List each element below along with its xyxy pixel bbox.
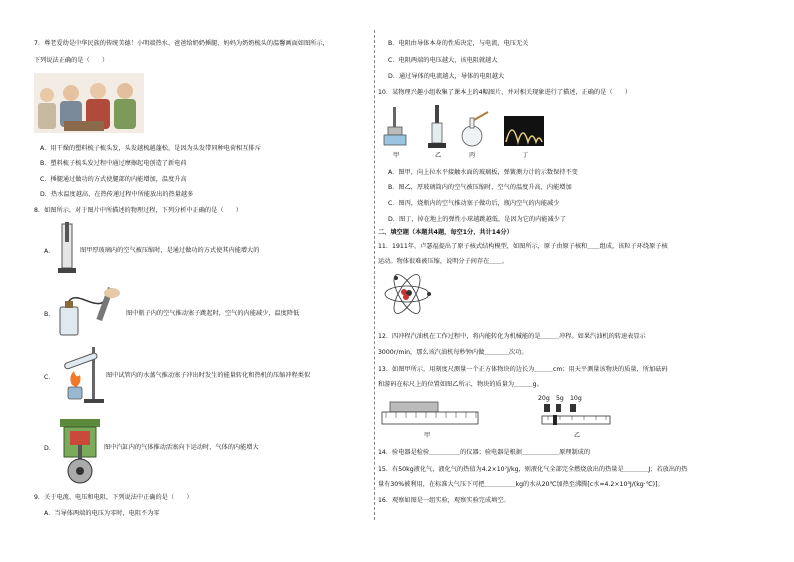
q8-stem: 8．如图所示，对于图片中所描述的物理过程，下列分析中正确的是（ ） bbox=[34, 207, 243, 214]
atom-model-image bbox=[382, 272, 432, 316]
q7-option-d: D．热水温度越高，在热传递过程中所能放出的热量越多 bbox=[40, 191, 194, 198]
q9-stem: 9．关于电流、电压和电阻，下列说法中正确的是（ ） bbox=[34, 494, 193, 501]
q15-line-2: 量有30%被利用，在标准大气压下可把＿＿＿＿＿kg的水从20℃加热至沸腾[c水=4.2×10³J/(kg·℃)]。 bbox=[378, 481, 664, 488]
section-two-heading: 二、填空题（本题共4题，每空1分，共计14分） bbox=[378, 229, 513, 236]
q10-stem: 10．某物理兴趣小组收集了课本上的4幅图片，并对相关现象进行了描述，正确的是（ ） bbox=[378, 89, 632, 96]
q10-caption-yi: 乙 bbox=[435, 152, 442, 159]
q12-line-2: 3000r/min，那么该汽油机每秒钟内做＿＿＿＿次功。 bbox=[378, 349, 528, 356]
q11-line-2: 运动。物体很难被压缩，说明分子间存在＿＿。 bbox=[378, 258, 508, 265]
q8-option-d-text: 图中汽缸内的气体推动活塞向下运动时，气体的内能增大 bbox=[104, 444, 259, 451]
test-tube-burner-image bbox=[58, 343, 106, 405]
q10-option-c: C．图丙，烧瓶内的空气推动塞子做功后，瓶内空气的内能减少 bbox=[388, 200, 560, 207]
q10-caption-bing: 丙 bbox=[469, 152, 476, 159]
q7-option-a: A．用干燥的塑料梳子梳头发，头发越梳越蓬松，是因为头发带同种电荷相互排斥 bbox=[40, 145, 261, 152]
q8-option-b-text: 图中瓶子内的空气推动塞子跳起时，空气的内能减少，温度降低 bbox=[126, 310, 300, 317]
q10-option-a: A．图甲，向上拉水平接触水面的玻璃板，弹簧测力计的示数保持不变 bbox=[388, 169, 578, 176]
q8-label-a: A． bbox=[44, 248, 55, 255]
q8-label-b: B． bbox=[44, 311, 55, 318]
q7-stem-2: 下列说法正确的是（ ） bbox=[34, 57, 109, 64]
engine-cylinder-image bbox=[56, 417, 104, 487]
weight-20g-label: 20g bbox=[538, 395, 550, 402]
q7-option-b: B．塑料梳子梳头发过程中通过摩擦起电创造了新电荷 bbox=[40, 160, 187, 167]
q13-line-1: 13．如图甲所示，用刻度尺测量一个正方体物块的边长为＿＿＿cm；用天平测量该物块的质量，所加砝码 bbox=[378, 366, 668, 373]
q13-caption-yi: 乙 bbox=[574, 432, 581, 439]
q9-option-d: D．通过导体的电流越大，导体的电阻越大 bbox=[388, 73, 505, 80]
weight-5g-label: 5g bbox=[556, 395, 564, 402]
q13-line-2: 和游码在标尺上的位置如图乙所示，物块的质量为＿＿＿g。 bbox=[378, 381, 543, 388]
q10-option-d: D．图丁，掉在地上的弹性小球越跳越低，是因为它的内能减少了 bbox=[388, 216, 567, 223]
family-scene-image bbox=[34, 73, 144, 133]
column-divider bbox=[374, 30, 375, 520]
q7-stem: 7．尊老爱幼是中华民族的传统美德！小明端热水、爸爸给奶奶捶腿、妈妈为奶奶梳头的温馨画面如图所示， bbox=[34, 40, 329, 47]
glass-cylinder-image bbox=[58, 222, 76, 274]
q9-option-a: A．当导体两端的电压为零时，电阻不为零 bbox=[44, 510, 160, 517]
q12-line-1: 12．四冲程汽油机在工作过程中，将内能转化为机械能的是＿＿＿冲程。如果汽油机的转速表显示 bbox=[378, 333, 646, 340]
weight-10g-label: 10g bbox=[570, 395, 582, 402]
q10-caption-ding: 丁 bbox=[522, 152, 529, 159]
q9-option-c: C．电阻两端的电压越大，该电阻就越大 bbox=[388, 57, 498, 64]
q8-label-d: D． bbox=[44, 445, 55, 452]
q7-option-c: C．捶腿通过做功的方式使腿部的内能增加，温度升高 bbox=[40, 176, 187, 183]
q8-option-a-text: 图甲厚玻璃内的空气被压缩时，是通过做功的方式使其内能增大的 bbox=[80, 247, 260, 254]
q10-caption-jia: 甲 bbox=[393, 152, 400, 159]
q14: 14．验电器是检验＿＿＿＿＿的仪器；验电器是根据＿＿＿＿＿＿原理制成的 bbox=[378, 449, 591, 456]
bottle-pump-image bbox=[58, 285, 124, 337]
q8-label-c: C． bbox=[44, 374, 55, 381]
figure-yi-image bbox=[426, 105, 448, 149]
q13-caption-jia: 甲 bbox=[424, 432, 431, 439]
figure-ding-image bbox=[504, 116, 544, 146]
q8-option-c-text: 图中试管内的水蒸气推动塞子冲出时发生的能量转化和热机的压缩冲程类似 bbox=[106, 372, 311, 379]
ruler-image bbox=[380, 398, 480, 428]
q11-line-1: 11．1911年，卢瑟福提出了原子核式结构模型，如图所示，原子由原子核和＿＿组成，该粒子环绕原子核 bbox=[378, 243, 668, 250]
figure-bing-image bbox=[460, 110, 490, 150]
q9-option-b: B．电阻由导体本身的性质决定，与电流、电压无关 bbox=[388, 40, 529, 47]
balance-scale-image bbox=[540, 404, 612, 430]
q16: 16．观察如图是一组实验，观察实验完成填空。 bbox=[378, 497, 510, 504]
q15-line-1: 15．有50kg液化气，液化气的热值为4.2×10⁷J/kg，则液化气全部完全燃烧放出的热量是＿＿＿＿J；若放出的热 bbox=[378, 466, 688, 473]
q10-option-b: B．图乙，厚玻璃筒内的空气被压缩时，空气的温度升高，内能增加 bbox=[388, 184, 572, 191]
figure-jia-image bbox=[382, 107, 408, 147]
